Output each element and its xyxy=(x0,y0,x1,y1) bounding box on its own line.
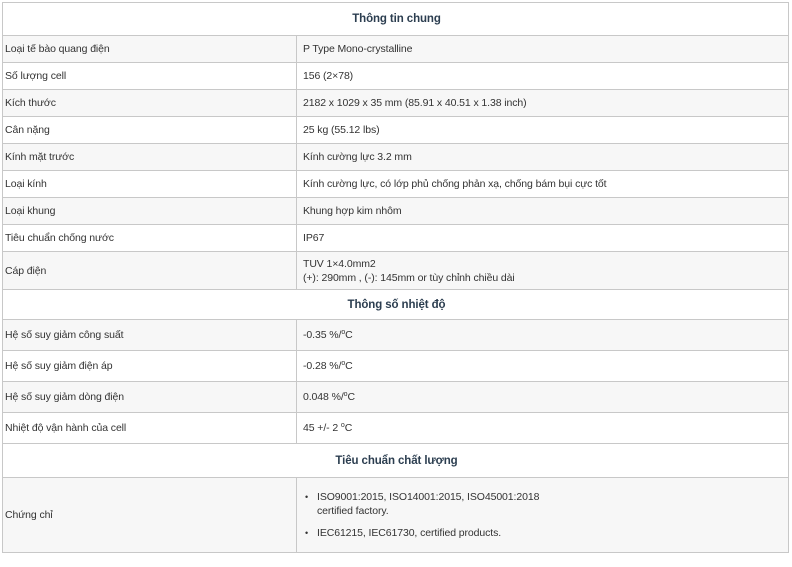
spec-label: Chứng chỉ xyxy=(3,478,297,553)
cable-length-line: (+): 290mm , (-): 145mm or tùy chỉnh chiều dài xyxy=(303,271,515,284)
spec-value: Khung hợp kim nhôm xyxy=(297,198,789,225)
spec-label: Cân nặng xyxy=(3,117,297,144)
spec-label: Tiêu chuẩn chống nước xyxy=(3,225,297,252)
table-row xyxy=(3,382,789,413)
list-item: • ISO9001:2015, ISO14001:2015, ISO45001:2018 certified factory. xyxy=(305,491,540,517)
spec-label: Kính mặt trước xyxy=(3,144,297,171)
spec-value xyxy=(297,252,789,290)
spec-value xyxy=(297,478,789,553)
spec-value: 2182 x 1029 x 35 mm (85.91 x 40.51 x 1.38 inch) xyxy=(297,90,789,117)
spec-value: P Type Mono-crystalline xyxy=(297,36,789,63)
table-row xyxy=(3,320,789,351)
bullet-icon: • xyxy=(305,492,309,502)
spec-value: 156 (2×78) xyxy=(297,63,789,90)
table-row xyxy=(3,225,789,252)
spec-value: -0.28 %/$^o$C xyxy=(297,351,789,382)
spec-value: -0.35 %/$^o$C xyxy=(297,320,789,351)
table-row xyxy=(3,198,789,225)
spec-label: Kích thước xyxy=(3,90,297,117)
spec-value: IP67 xyxy=(297,225,789,252)
spec-label: Nhiệt độ vận hành của cell xyxy=(3,413,297,444)
spec-value: 45 +/- 2 $^o$C xyxy=(297,413,789,444)
table-row xyxy=(3,63,789,90)
spec-label: Hệ số suy giảm dòng điện xyxy=(3,382,297,413)
table-row xyxy=(3,413,789,444)
spec-value: Kính cường lực 3.2 mm xyxy=(297,144,789,171)
bullet-icon: • xyxy=(305,528,309,538)
spec-label: Cáp điện xyxy=(3,252,297,290)
section-header-quality xyxy=(3,444,789,478)
spec-label: Số lượng cell xyxy=(3,63,297,90)
spec-label: Loại khung xyxy=(3,198,297,225)
spec-label: Hệ số suy giảm điện áp xyxy=(3,351,297,382)
cable-spec-line: TUV 1×4.0mm2 xyxy=(303,257,376,270)
table-row xyxy=(3,252,789,290)
table-row xyxy=(3,351,789,382)
table-row xyxy=(3,90,789,117)
spec-label: Hệ số suy giảm công suất xyxy=(3,320,297,351)
table-row xyxy=(3,144,789,171)
table-row xyxy=(3,171,789,198)
table-row xyxy=(3,478,789,553)
section-title: Thông số nhiệt độ xyxy=(3,290,789,320)
section-title: Tiêu chuẩn chất lượng xyxy=(3,444,789,478)
table-row xyxy=(3,117,789,144)
section-header-general xyxy=(3,3,789,36)
table-row xyxy=(3,36,789,63)
spec-value: 25 kg (55.12 lbs) xyxy=(297,117,789,144)
spec-table xyxy=(2,2,789,553)
spec-label: Loại kính xyxy=(3,171,297,198)
section-title: Thông tin chung xyxy=(3,3,789,36)
spec-value: Kính cường lực, có lớp phủ chống phản xạ, chống bám bụi cực tốt xyxy=(297,171,789,198)
spec-value: 0.048 %/$^o$C xyxy=(297,382,789,413)
section-header-temperature xyxy=(3,290,789,320)
spec-label: Loại tế bào quang điện xyxy=(3,36,297,63)
certification-list xyxy=(303,490,788,540)
list-item: • IEC61215, IEC61730, certified products. xyxy=(305,527,502,539)
